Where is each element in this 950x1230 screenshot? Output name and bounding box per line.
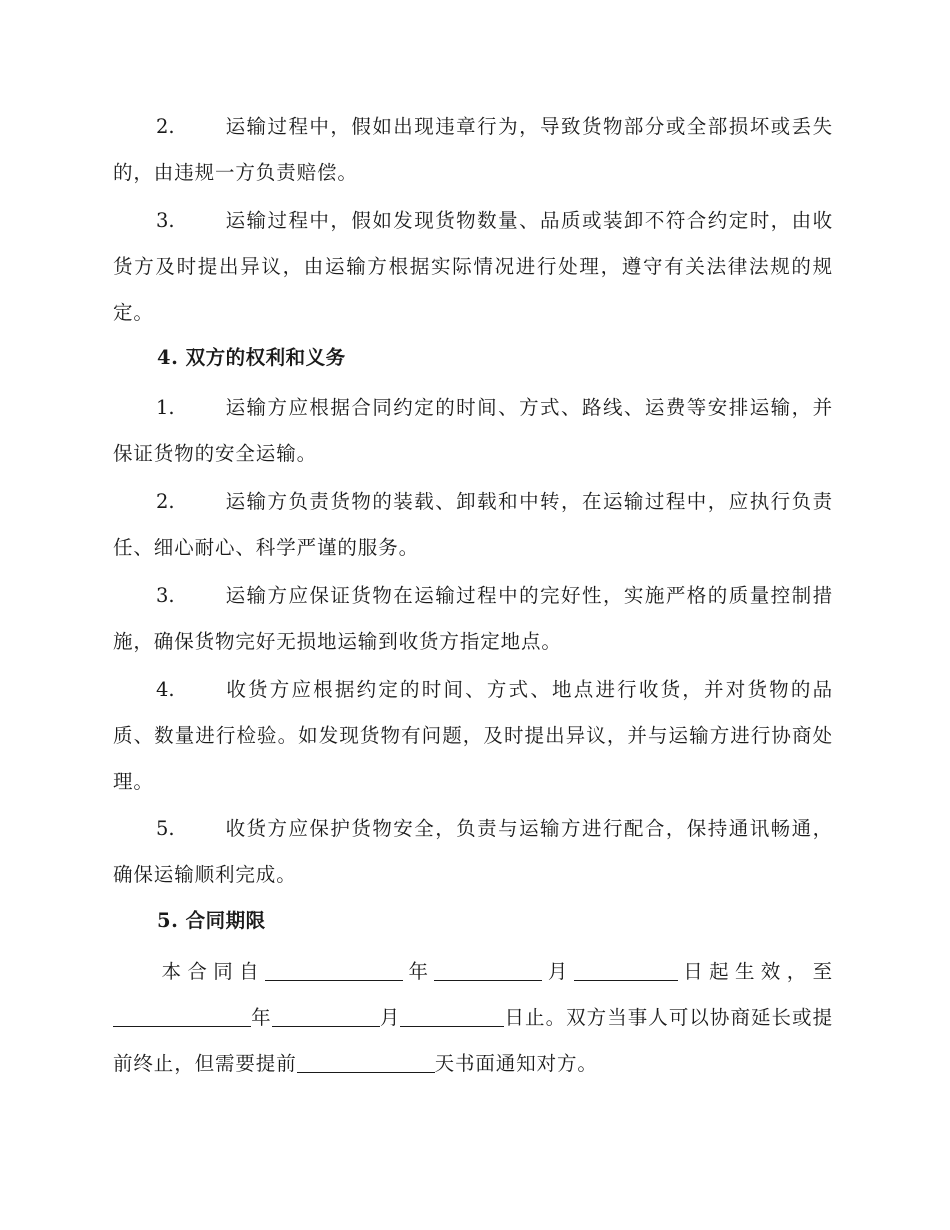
term-end-text: 日止。双方当事人可以协商延长或提前终止，但需要提前 [113,1006,834,1075]
term-month-label-2: 月 [379,1006,401,1029]
notice-days-blank [297,1053,435,1074]
clause-text: 运输方应根据合同约定的时间、方式、路线、运费等安排运输，并保证货物的安全运输。 [113,396,833,465]
term-notice-text: 天书面通知对方。 [434,1052,598,1075]
term-month-label: 月 [542,960,574,983]
start-month-blank [434,961,542,982]
clause-3-3 [113,198,833,336]
clause-3-2 [113,104,833,196]
clause-4-5 [113,806,833,898]
end-month-blank [272,1007,380,1028]
term-year-label-2: 年 [251,1006,272,1029]
clause-number: 3. [156,584,175,607]
clause-4-2 [113,479,833,571]
clause-number: 2. [156,490,175,513]
clause-number: 3. [156,209,175,232]
clause-text: 运输方负责货物的装载、卸载和中转，在运输过程中，应执行负责任、细心耐心、科学严谨的服务。 [113,490,833,559]
term-text-start: 本合同自 [156,960,265,983]
term-effective-text: 日起生效，至 [677,960,833,983]
clause-number: 2. [156,115,175,138]
clause-4-4 [113,667,833,805]
contract-term-paragraph [113,949,833,1087]
clause-text: 收货方应根据约定的时间、方式、地点进行收货，并对货物的品质、数量进行检验。如发现货物有问题，及时提出异议，并与运输方进行协商处理。 [113,678,833,793]
clause-text: 运输过程中，假如出现违章行为，导致货物部分或全部损坏或丢失的，由违规一方负责赔偿。 [113,115,833,184]
end-day-blank [400,1007,504,1028]
section-heading-4: 4. 双方的权利和义务 [157,346,346,369]
clause-text: 运输方应保证货物在运输过程中的完好性，实施严格的质量控制措施，确保货物完好无损地运输到收货方指定地点。 [113,584,833,653]
clause-text: 收货方应保护货物安全，负责与运输方进行配合，保持通讯畅通，确保运输顺利完成。 [113,817,833,886]
clause-4-1 [113,385,833,477]
clause-number: 1. [156,396,175,419]
end-year-blank [113,1007,251,1028]
term-year-label: 年 [403,960,435,983]
clause-number: 4. [156,678,175,701]
start-day-blank [574,961,678,982]
start-year-blank [265,961,403,982]
section-heading-5: 5. 合同期限 [157,909,266,932]
clause-text: 运输过程中，假如发现货物数量、品质或装卸不符合约定时，由收货方及时提出异议，由运输方根据实际情况进行处理，遵守有关法律法规的规定。 [113,209,833,324]
clause-number: 5. [156,817,175,840]
clause-4-3 [113,573,833,665]
